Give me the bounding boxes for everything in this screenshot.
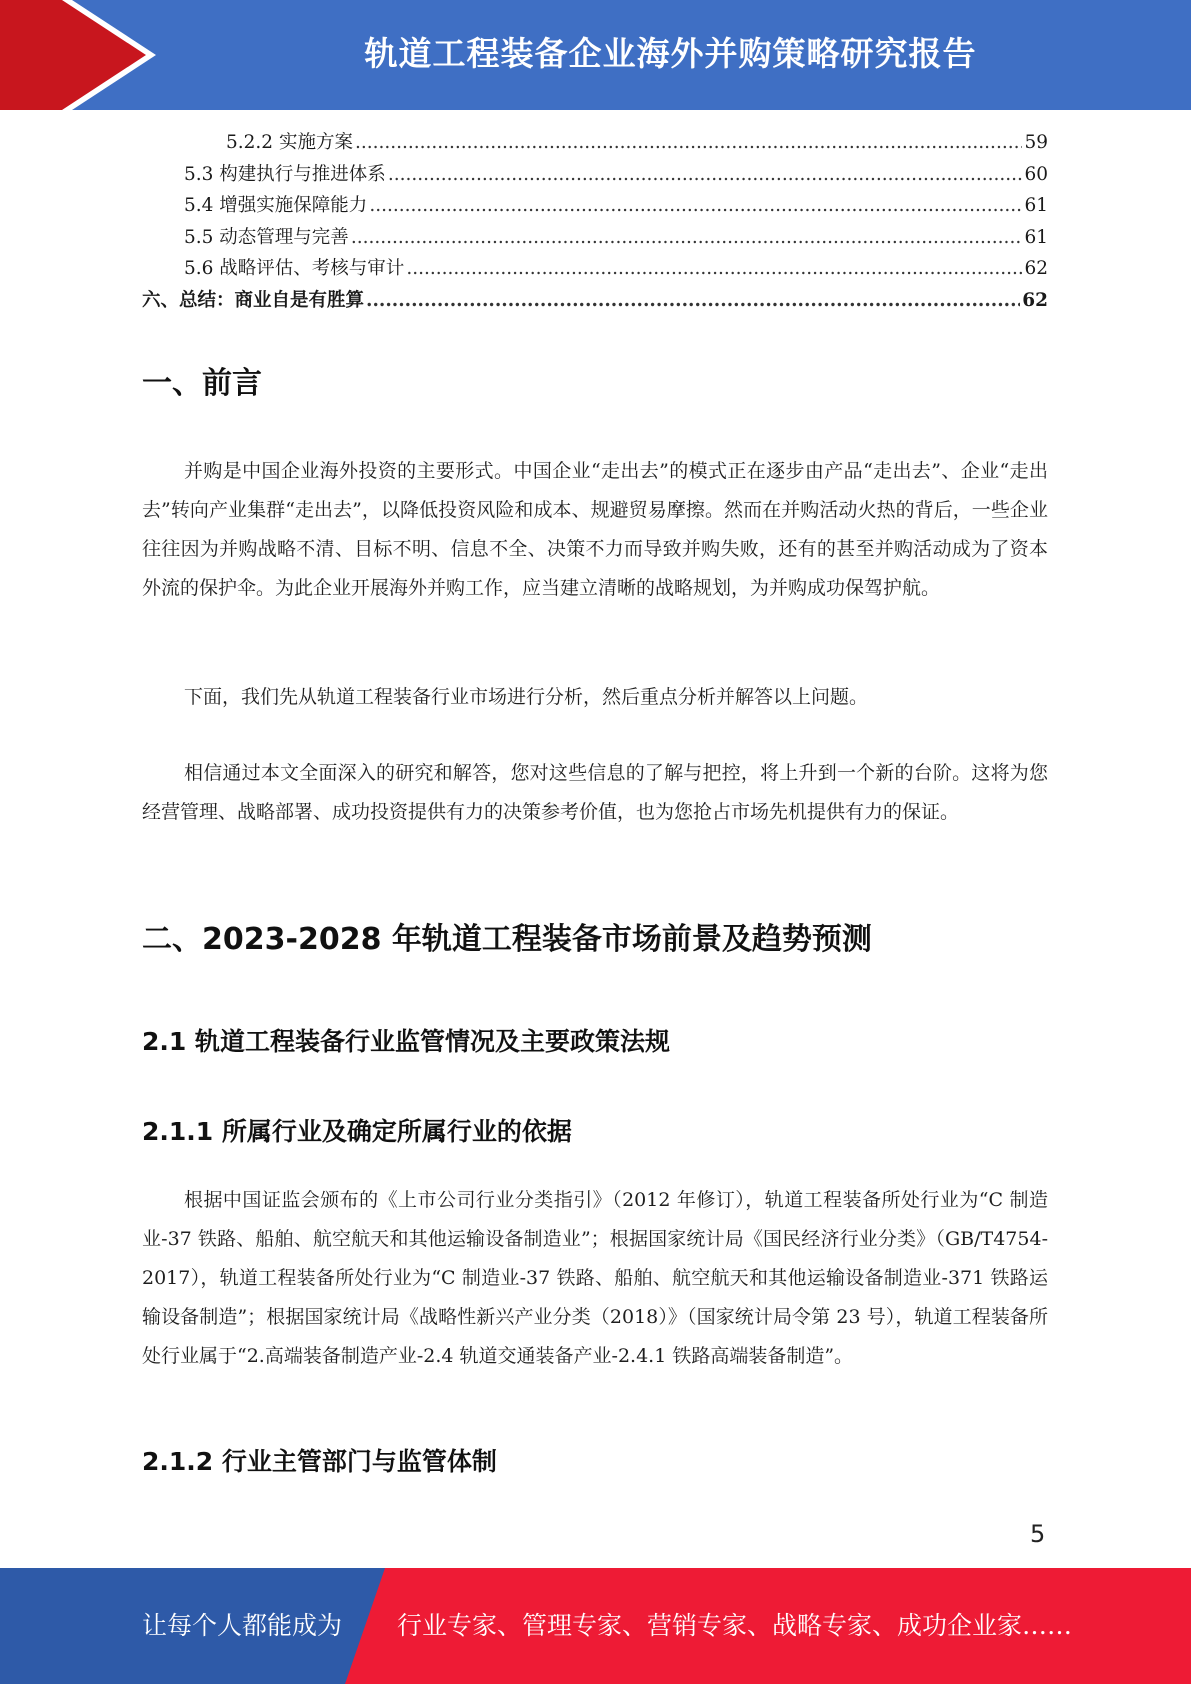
toc-leader [406,258,1022,279]
toc-leader [388,164,1023,185]
toc-page: 61 [1024,226,1048,248]
toc-page: 62 [1024,258,1048,279]
page-footer [0,1568,1191,1684]
toc-item[interactable] [142,160,1048,192]
toc-page: 59 [1024,132,1048,153]
report-title: 轨道工程装备企业海外并购策略研究报告 [364,34,977,73]
toc-page: 62 [1022,289,1048,311]
subsection-heading-2-1-1: 2.1.1 所属行业及确定所属行业的依据 [142,1117,572,1146]
toc-label: 六、总结：商业自是有胜算 [142,289,365,311]
toc-item[interactable] [142,286,1048,318]
preface-paragraph-2: 下面，我们先从轨道工程装备行业市场进行分析，然后重点分析并解答以上问题。 [184,686,869,708]
footer-slogan-right: 行业专家、管理专家、营销专家、战略专家、成功企业家…… [397,1611,1073,1640]
toc-page: 60 [1024,163,1048,185]
section-heading-preface: 一、前言 [142,366,262,401]
subsection-heading-2-1: 2.1 轨道工程装备行业监管情况及主要政策法规 [142,1027,670,1056]
table-of-contents [142,128,1048,317]
toc-item[interactable] [142,128,1048,160]
toc-label: 5.6 战略评估、考核与审计 [184,258,405,279]
subsection-heading-2-1-2: 2.1.2 行业主管部门与监管体制 [142,1447,497,1476]
preface-paragraph-1: 并购是中国企业海外投资的主要形式。中国企业“走出去”的模式正在逐步由产品“走出去”、企业“走出去”转向产业集群“走出去”，以降低投资风险和成本、规避贸易摩擦。然而在并购活动火热的背后，一些企业往往因为并购战略不清、目标不明、信息不全、决策不力而导致并购失败，还有的甚至并购活动成为了资本外流的保护伞。为此企业开展海外并购工作，应当建立清晰的战略规划，为并购成功保驾护航。 [142,460,1048,599]
toc-label: 5.2.2 实施方案 [226,132,353,153]
toc-item[interactable] [142,223,1048,255]
toc-label: 5.4 增强实施保障能力 [184,195,368,216]
industry-classification-paragraph: 根据中国证监会颁布的《上市公司行业分类指引》（2012 年修订），轨道工程装备所处行业为“C 制造业-37 铁路、船舶、航空航天和其他运输设备制造业”；根据国家统计局《国民经济行业分类》（GB/T4754-2017），轨道工程装备所处行业为“C 制造业-37 铁路、船舶、航空航天和其他运输设备制造业-371 铁路运输设备制造”；根据国家统计局《战略性新兴产业分类（2018）》（国家统计局令第 23 号），轨道工程装备所处行业属于“2.高端装备制造产业-2.4 轨道交通装备产业-2.4.1 铁路高端装备制造”。 [142,1189,1048,1367]
preface-paragraph-3: 相信通过本文全面深入的研究和解答，您对这些信息的了解与把控，将上升到一个新的台阶。这将为您经营管理、战略部署、成功投资提供有力的决策参考价值，也为您抢占市场先机提供有力的保证。 [142,762,1048,823]
toc-page: 61 [1024,195,1048,216]
toc-leader [351,227,1023,248]
section-heading-market: 二、2023-2028 年轨道工程装备市场前景及趋势预测 [142,922,872,957]
toc-label: 5.5 动态管理与完善 [184,226,349,248]
page-header [0,0,1191,110]
footer-slogan-left: 让每个人都能成为 [142,1611,343,1640]
toc-label: 5.3 构建执行与推进体系 [184,163,386,185]
page-number: 5 [1030,1520,1046,1548]
toc-leader [355,132,1023,153]
header-red-arrow [0,0,150,110]
toc-item[interactable] [142,191,1048,223]
toc-item[interactable] [142,254,1048,286]
toc-leader [369,195,1022,216]
toc-leader [366,290,1020,311]
